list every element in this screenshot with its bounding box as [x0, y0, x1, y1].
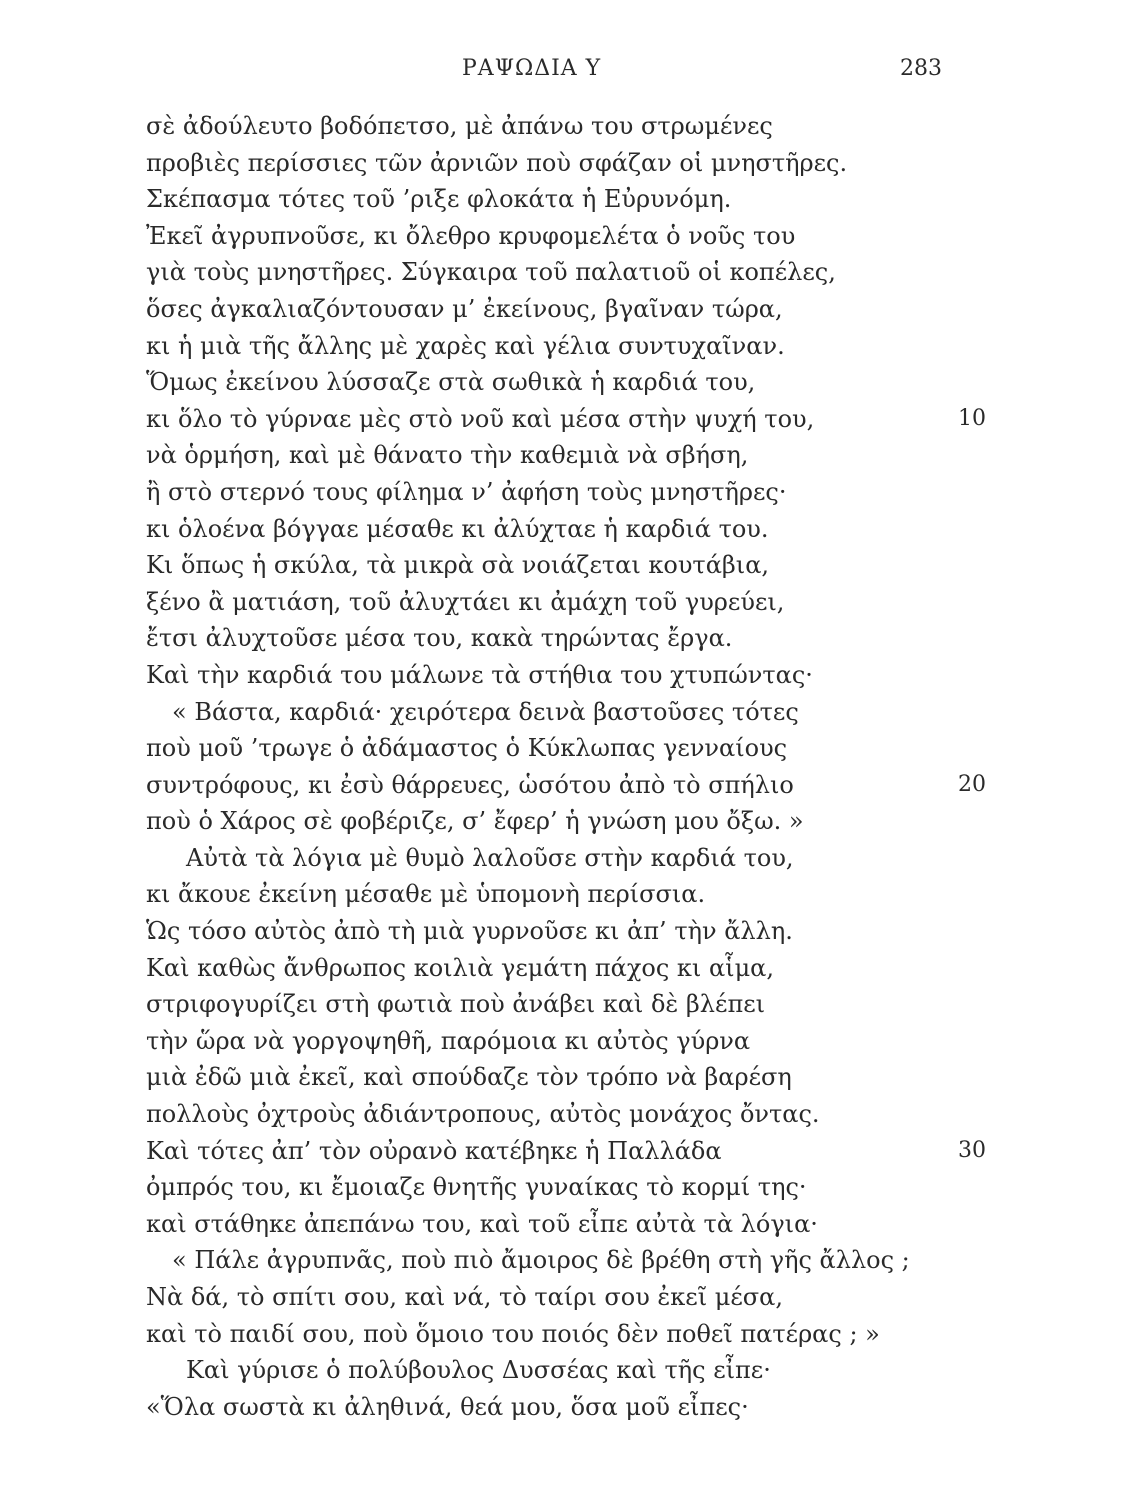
verse-text: Καὶ τότες ἀπ’ τὸν οὐρανὸ κατέβηκε ἡ Παλλάδα: [146, 1136, 722, 1165]
poem-text: [146, 108, 986, 1425]
verse-text: κι ἡ μιὰ τῆς ἄλλης μὲ χαρὲς καὶ γέλια συντυχαῖναν.: [146, 331, 785, 360]
verse-text: Καὶ τὴν καρδιά του μάλωνε τὰ στήθια του χτυπώντας·: [146, 660, 813, 689]
verse-text: Ὅμως ἐκείνου λύσσαζε στὰ σωθικὰ ἡ καρδιά του,: [146, 368, 756, 397]
verse-text: ποὺ μοῦ ’τρωγε ὁ ἀδάμαστος ὁ Κύκλωπας γενναίους: [146, 734, 788, 763]
line-number: 20: [958, 771, 986, 797]
verse-text: καὶ στάθηκε ἀπεπάνω του, καὶ τοῦ εἶπε αὐτὰ τὰ λόγια·: [146, 1209, 818, 1238]
verse-line: [146, 1352, 976, 1389]
verse-text: ἔτσι ἀλυχτοῦσε μέσα του, κακὰ τηρώντας ἔργα.: [146, 624, 733, 653]
verse-text: κι ἄκουε ἐκείνη μέσαθε μὲ ὑπομονὴ περίσσια.: [146, 880, 706, 909]
verse-line: [146, 950, 976, 987]
verse-line: [146, 108, 976, 145]
verse-line: [146, 1389, 976, 1426]
verse-line: [146, 730, 976, 767]
verse-line: [146, 1169, 976, 1206]
verse-text: Ἐκεῖ ἀγρυπνοῦσε, κι ὄλεθρο κρυφομελέτα ὁ νοῦς του: [146, 221, 796, 250]
verse-text: μιὰ ἐδῶ μιὰ ἐκεῖ, καὶ σπούδαζε τὸν τρόπο νὰ βαρέση: [146, 1063, 792, 1092]
verse-text: ξένο ἂ ματιάση, τοῦ ἀλυχτάει κι ἀμάχη τοῦ γυρεύει,: [146, 587, 785, 616]
verse-line: [146, 1133, 986, 1170]
verse-text: Αὐτὰ τὰ λόγια μὲ θυμὸ λαλοῦσε στὴν καρδιά του,: [186, 843, 794, 872]
verse-line: [146, 547, 976, 584]
verse-text: ὅσες ἀγκαλιαζόντουσαν μ’ ἐκείνους, βγαῖναν τώρα,: [146, 294, 783, 323]
verse-text: κι ὅλο τὸ γύρναε μὲς στὸ νοῦ καὶ μέσα στὴν ψυχή του,: [146, 404, 815, 433]
verse-line: [146, 254, 976, 291]
verse-text: Καὶ καθὼς ἄνθρωπος κοιλιὰ γεμάτη πάχος κι αἷμα,: [146, 953, 775, 982]
verse-text: κι ὁλοένα βόγγαε μέσαθε κι ἀλύχταε ἡ καρδιά του.: [146, 514, 769, 543]
verse-line: [146, 1059, 976, 1096]
verse-text: «Ὅλα σωστὰ κι ἀληθινά, θεά μου, ὅσα μοῦ εἶπες·: [146, 1392, 749, 1421]
verse-line: [146, 767, 986, 804]
verse-text: σὲ ἀδούλευτο βοδόπετσο, μὲ ἀπάνω του στρωμένες: [146, 112, 773, 140]
verse-line: [146, 437, 976, 474]
verse-line: [146, 584, 976, 621]
verse-text: τὴν ὥρα νὰ γοργοψηθῆ, παρόμοια κι αὐτὸς γύρνα: [146, 1026, 751, 1055]
verse-line: [146, 1242, 976, 1279]
verse-text: Ὡς τόσο αὐτὸς ἀπὸ τὴ μιὰ γυρνοῦσε κι ἀπ’ τὴν ἄλλη.: [146, 917, 793, 946]
verse-line: [146, 218, 976, 255]
verse-line: [146, 511, 976, 548]
verse-line: [146, 1279, 976, 1316]
verse-text: Κι ὅπως ἡ σκύλα, τὰ μικρὰ σὰ νοιάζεται κουτάβια,: [146, 551, 770, 580]
page-header: [0, 56, 1142, 86]
verse-line: [146, 876, 976, 913]
verse-line: [146, 1023, 976, 1060]
verse-line: [146, 145, 976, 182]
verse-line: [146, 1316, 976, 1353]
line-number: 30: [958, 1137, 986, 1163]
verse-line: [146, 694, 976, 731]
verse-line: [146, 840, 976, 877]
verse-text: συντρόφους, κι ἐσὺ θάρρευες, ὡσότου ἀπὸ τὸ σπήλιο: [146, 770, 794, 799]
verse-text: ποὺ ὁ Χάρος σὲ φοβέριζε, σ’ ἔφερ’ ἡ γνώση μου ὄξω. »: [146, 807, 804, 836]
verse-text: πολλοὺς ὀχτροὺς ἀδιάντροπους, αὐτὸς μονάχος ὄντας.: [146, 1100, 820, 1129]
verse-line: [146, 364, 976, 401]
verse-line: [146, 986, 976, 1023]
verse-line: [146, 291, 976, 328]
verse-text: « Βάστα, καρδιά· χειρότερα δεινὰ βαστοῦσες τότες: [172, 697, 799, 726]
verse-line: [146, 620, 976, 657]
verse-text: ὀμπρός του, κι ἔμοιαζε θνητῆς γυναίκας τὸ κορμί της·: [146, 1173, 807, 1202]
verse-line: [146, 913, 976, 950]
verse-text: Σκέπασμα τότες τοῦ ’ριξε φλοκάτα ἡ Εὐρυνόμη.: [146, 185, 732, 214]
verse-text: ἢ στὸ στερνό τους φίλημα ν’ ἀφήση τοὺς μνηστῆρες·: [146, 477, 787, 506]
line-number: 10: [958, 405, 986, 431]
page-number: 283: [900, 56, 942, 81]
verse-line: [146, 657, 976, 694]
running-head: ΡΑΨΩΔΙΑ Υ: [462, 56, 602, 81]
verse-line: [146, 181, 976, 218]
verse-line: [146, 401, 986, 438]
verse-text: Νὰ δά, τὸ σπίτι σου, καὶ νά, τὸ ταίρι σου ἐκεῖ μέσα,: [146, 1283, 784, 1311]
verse-text: προβιὲς περίσσιες τῶν ἀρνιῶν ποὺ σφάζαν οἱ μνηστῆρες.: [146, 148, 848, 177]
verse-text: νὰ ὁρμήση, καὶ μὲ θάνατο τὴν καθεμιὰ νὰ σβήση,: [146, 441, 749, 470]
verse-text: γιὰ τοὺς μνηστῆρες. Σύγκαιρα τοῦ παλατιοῦ οἱ κοπέλες,: [146, 258, 836, 287]
verse-line: [146, 474, 976, 511]
verse-line: [146, 328, 976, 365]
verse-text: καὶ τὸ παιδί σου, ποὺ ὅμοιο του ποιός δὲν ποθεῖ πατέρας ; »: [146, 1319, 880, 1348]
verse-line: [146, 1096, 976, 1133]
verse-text: Καὶ γύρισε ὁ πολύβουλος Δυσσέας καὶ τῆς εἶπε·: [186, 1356, 771, 1385]
verse-line: [146, 803, 976, 840]
verse-text: στριφογυρίζει στὴ φωτιὰ ποὺ ἀνάβει καὶ δὲ βλέπει: [146, 990, 766, 1019]
verse-line: [146, 1206, 976, 1243]
verse-text: « Πάλε ἀγρυπνᾶς, ποὺ πιὸ ἄμοιρος δὲ βρέθη στὴ γῆς ἄλλος ;: [172, 1246, 910, 1275]
